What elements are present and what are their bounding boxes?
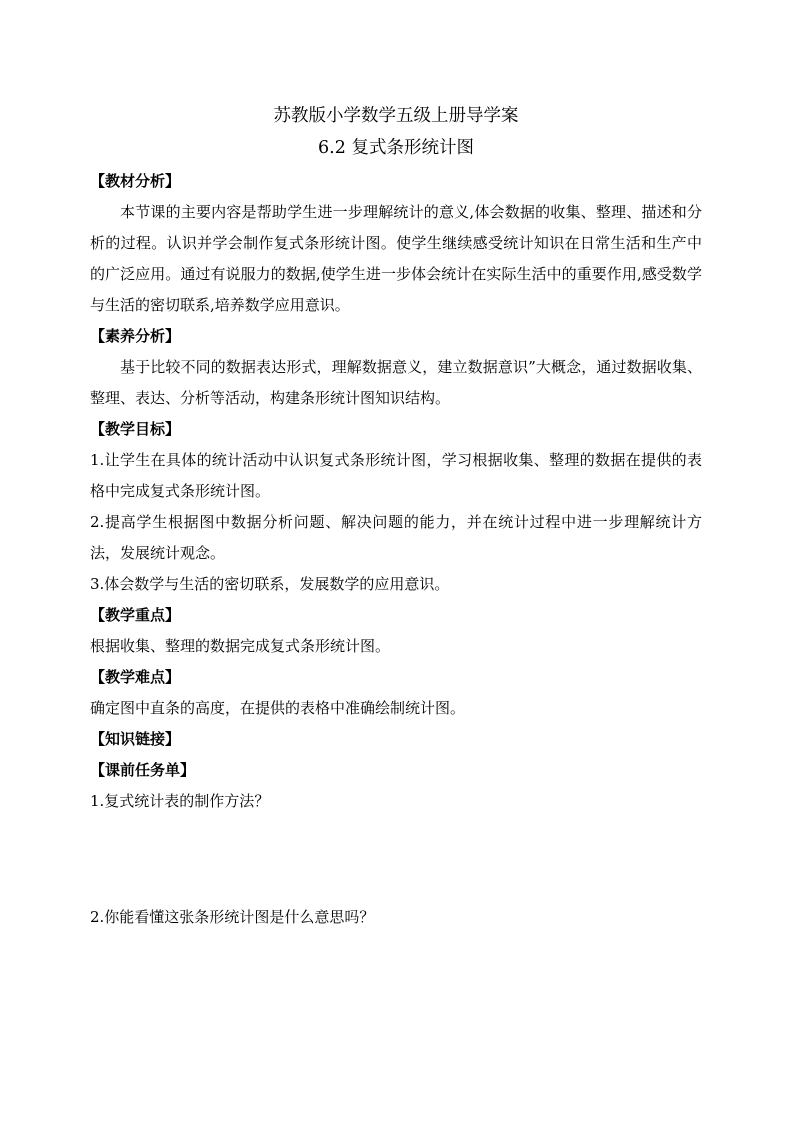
answer-space [90,817,702,902]
section-heading-pre-class-tasks: 【课前任务单】 [90,761,196,779]
goal-item-1: 1.让学生在具体的统计活动中认识复式条形统计图，学习根据收集、整理的数据在提供的表格中完成复式条形统计图。 [90,451,702,500]
section-heading-difficulty: 【教学难点】 [90,668,181,686]
document-subtitle: 6.2 复式条形统计图 [318,138,474,158]
section-heading-material: 【教材分析】 [90,172,181,190]
section-heading-literacy: 【素养分析】 [90,327,181,345]
section-heading-goals: 【教学目标】 [90,420,181,438]
section-heading-key-points: 【教学重点】 [90,606,181,624]
document-title: 苏教版小学数学五级上册导学案 [273,106,519,126]
section-heading-knowledge-link: 【知识链接】 [90,730,181,748]
task-item-1: 1.复式统计表的制作方法？ [90,792,270,810]
literacy-paragraph: 基于比较不同的数据表达形式，理解数据意义，建立数据意识”大概念，通过数据收集、整理、表达、分析等活动，构建条形统计图知识结构。 [90,358,702,407]
material-paragraph: 本节课的主要内容是帮助学生进一步理解统计的意义,体会数据的收集、整理、描述和分析的过程。认识并学会制作复式条形统计图。使学生继续感受统计知识在日常生活和生产中的广泛应用。通过有说服力的数据,使学生进一步体会统计在实际生活中的重要作用,感受数学与生活的密切联系,培养数学应用意识。 [90,203,702,314]
task-item-2: 2.你能看懂这张条形统计图是什么意思吗？ [90,908,375,926]
document-page [90,100,702,933]
goal-item-2: 2.提高学生根据图中数据分析问题、解决问题的能力，并在统计过程中进一步理解统计方法，发展统计观念。 [90,513,702,562]
key-points-text: 根据收集、整理的数据完成复式条形统计图。 [90,637,391,655]
goal-item-3: 3.体会数学与生活的密切联系，发展数学的应用意识。 [90,575,450,593]
difficulty-text: 确定图中直条的高度，在提供的表格中准确绘制统计图。 [90,699,466,717]
